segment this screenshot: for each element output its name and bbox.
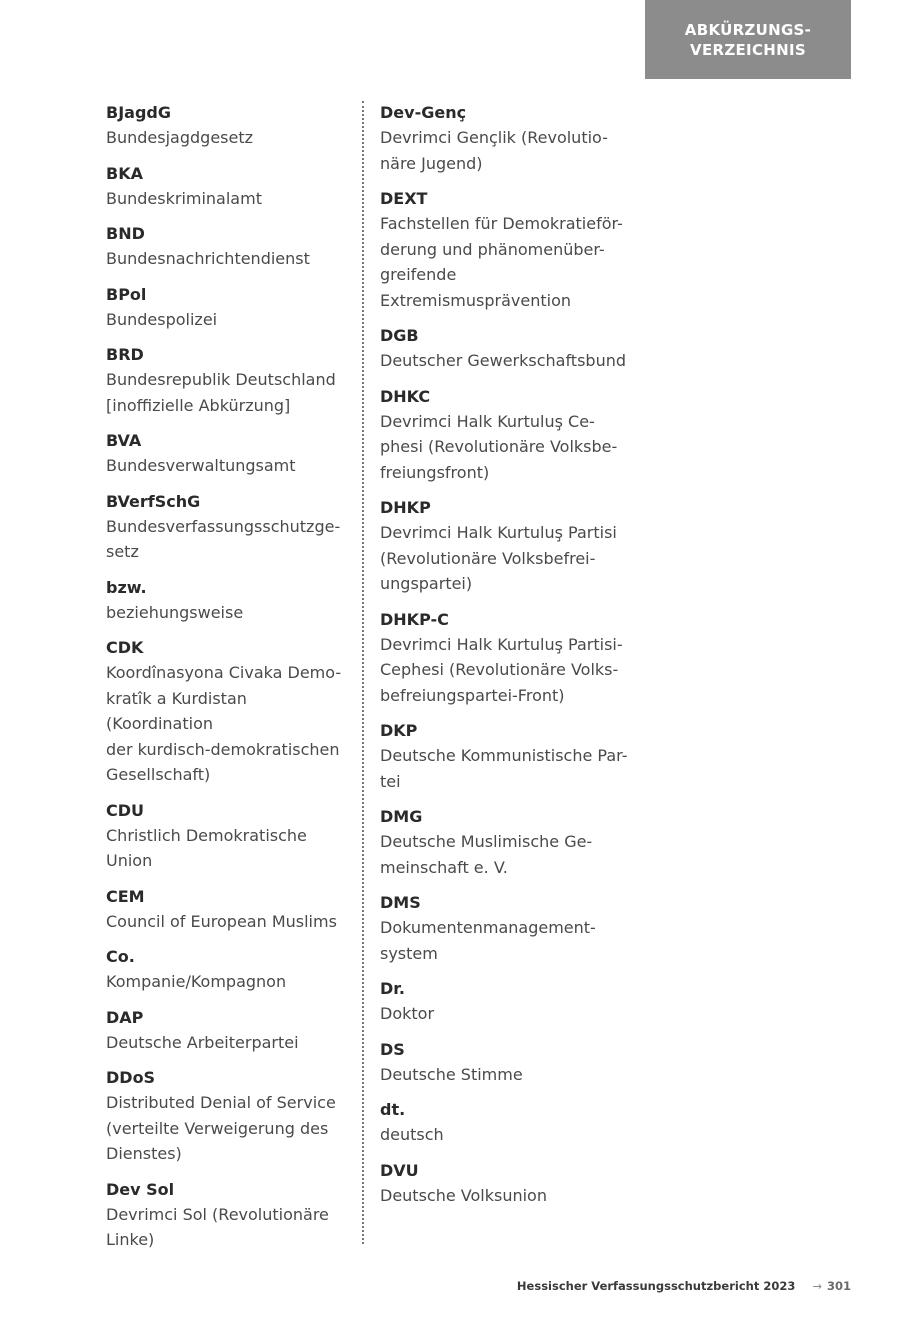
abbreviation-definition: Devrimci Sol (Revolutionäre Linke) (106, 1204, 329, 1249)
abbreviation-definition: deutsch (380, 1125, 444, 1144)
abbreviation-definition: Bundespolizei (106, 309, 218, 329)
abbreviation-entry (106, 222, 356, 272)
column-divider (362, 101, 364, 1244)
page-number: 301 (826, 1279, 851, 1293)
abbreviation-term: DGB (380, 326, 419, 345)
abbreviation-definition: Deutsche Kommunistische Par- tei (380, 746, 628, 791)
abbreviation-definition: Dokumentenmanagement- system (380, 918, 596, 963)
abbreviation-entry (106, 885, 356, 935)
page-footer (517, 1279, 851, 1293)
abbreviation-term: Dev Sol (106, 1179, 175, 1199)
abbreviation-term: dt. (380, 1100, 406, 1119)
abbreviation-entry (106, 799, 356, 874)
abbreviation-term: DS (380, 1039, 405, 1059)
abbreviation-entry (106, 490, 356, 565)
abbreviation-entry (380, 719, 630, 794)
abbreviation-term: BVerfSchG (106, 491, 201, 511)
abbreviation-term: CDK (106, 638, 144, 657)
abbreviation-column-right (380, 101, 630, 1219)
abbreviation-entry (106, 283, 356, 333)
abbreviation-definition: Koordînasyona Civaka Demo- kratîk a Kurdistan (Koordination der kurdisch-demokratischen Gesellschaft) (106, 663, 342, 784)
abbreviation-entry (380, 1159, 630, 1209)
arrow-right-icon: → (812, 1279, 822, 1293)
abbreviation-term: CEM (106, 886, 145, 906)
abbreviation-term: DEXT (380, 189, 428, 208)
abbreviation-definition: Christlich Demokratische Union (106, 825, 307, 870)
abbreviation-definition: Bundesjagdgesetz (106, 128, 254, 147)
abbreviation-entry (106, 429, 356, 479)
abbreviation-term: BVA (106, 431, 142, 450)
abbreviation-entry (380, 977, 630, 1027)
abbreviation-term: DDoS (106, 1068, 156, 1087)
abbreviation-term: Co. (106, 947, 135, 966)
abbreviation-definition: Deutsche Muslimische Ge- meinschaft e. V. (380, 832, 593, 877)
abbreviation-entry (380, 805, 630, 880)
abbreviation-definition: Fachstellen für Demokratieför- derung und phänomenüber- greifende Extremismusprävention (380, 214, 623, 310)
abbreviation-term: Dev-Genç (380, 103, 467, 122)
abbreviation-definition: Devrimci Gençlik (Revolutio- näre Jugend) (380, 128, 608, 173)
abbreviation-term: DMG (380, 807, 423, 826)
abbreviation-term: DVU (380, 1160, 419, 1180)
abbreviation-definition: Deutscher Gewerkschaftsbund (380, 351, 627, 370)
abbreviation-term: DAP (106, 1007, 144, 1027)
abbreviation-entry (380, 1038, 630, 1088)
abbreviation-definition: Kompanie/Kompagnon (106, 972, 287, 991)
abbreviation-term: DKP (380, 721, 418, 740)
abbreviation-definition: Bundesrepublik Deutschland [inoffizielle Abkürzung] (106, 370, 336, 415)
abbreviation-column-left (106, 101, 356, 1264)
abbreviation-term: bzw. (106, 577, 147, 597)
abbreviation-definition: Devrimci Halk Kurtuluş Ce- phesi (Revolutionäre Volksbe- freiungsfront) (380, 411, 618, 482)
section-tab-line-1: ABKÜRZUNGS- (684, 20, 812, 39)
abbreviation-entry (380, 891, 630, 966)
abbreviation-term: DHKC (380, 386, 431, 406)
abbreviation-term: BKA (106, 163, 143, 183)
abbreviation-term: DHKP (380, 498, 431, 517)
abbreviation-entry (380, 608, 630, 709)
abbreviation-entry (106, 101, 356, 151)
footer-title: Hessischer Verfassungsschutzbericht 2023 (516, 1279, 796, 1293)
abbreviation-entry (380, 1098, 630, 1148)
abbreviation-entry (106, 1006, 356, 1056)
abbreviation-term: BND (106, 224, 145, 243)
section-tab (645, 0, 851, 79)
abbreviation-entry (106, 162, 356, 212)
abbreviation-definition: Bundeskriminalamt (106, 188, 262, 208)
abbreviation-term: BJagdG (106, 103, 171, 122)
abbreviation-term: BRD (106, 345, 144, 364)
abbreviation-entry (380, 187, 630, 313)
abbreviation-term: DMS (380, 893, 421, 912)
abbreviation-term: CDU (106, 800, 145, 820)
abbreviation-entry (106, 945, 356, 995)
abbreviation-definition: Devrimci Halk Kurtuluş Partisi- Cephesi (Revolutionäre Volks- befreiungspartei-Front) (380, 634, 623, 705)
abbreviation-entry (380, 101, 630, 176)
abbreviation-entry (106, 636, 356, 788)
abbreviation-entry (380, 385, 630, 486)
abbreviation-definition: Deutsche Volksunion (380, 1185, 547, 1205)
abbreviation-definition: Distributed Denial of Service (verteilte Verweigerung des Dienstes) (106, 1093, 336, 1163)
abbreviation-definition: Devrimci Halk Kurtuluş Partisi (Revolutionäre Volksbefrei- ungspartei) (380, 523, 617, 593)
abbreviation-entry (106, 576, 356, 626)
abbreviation-definition: Bundesnachrichtendienst (106, 249, 310, 268)
abbreviation-definition: beziehungsweise (106, 602, 244, 622)
abbreviation-entry (106, 1178, 356, 1253)
abbreviation-definition: Bundesverwaltungsamt (106, 456, 296, 475)
abbreviation-definition: Doktor (380, 1004, 435, 1023)
abbreviation-entry (106, 343, 356, 418)
abbreviation-entry (106, 1066, 356, 1167)
abbreviation-term: BPol (106, 284, 147, 304)
section-tab-line-2: VERZEICHNIS (690, 40, 806, 59)
abbreviation-term: Dr. (380, 979, 405, 998)
abbreviation-definition: Deutsche Stimme (380, 1064, 523, 1084)
abbreviation-entry (380, 324, 630, 374)
abbreviation-definition: Council of European Muslims (106, 911, 337, 931)
abbreviation-definition: Bundesverfassungsschutzge- setz (106, 516, 341, 561)
abbreviation-definition: Deutsche Arbeiterpartei (106, 1032, 299, 1052)
abbreviation-entry (380, 496, 630, 597)
abbreviation-term: DHKP-C (380, 609, 449, 629)
